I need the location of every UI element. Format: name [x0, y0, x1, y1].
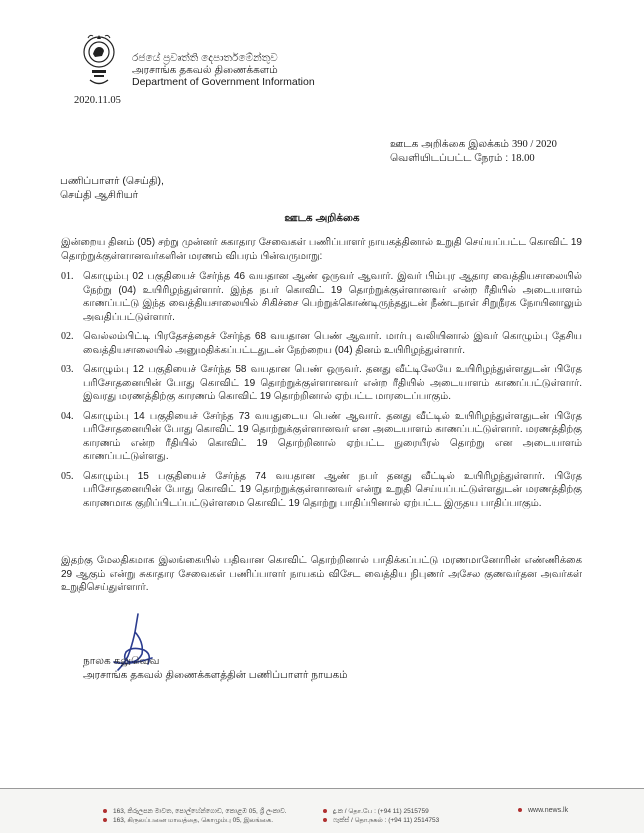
bullet-icon	[103, 809, 107, 813]
list-item	[61, 470, 582, 511]
release-number: 390 / 2020	[511, 139, 557, 150]
list-item	[61, 363, 582, 404]
release-number-label: ஊடக அறிக்கை இலக்கம்	[390, 138, 510, 150]
signatory	[83, 655, 348, 682]
footer-fax: ෆැක්ස් / தொ.நகல் : (+94 11) 2514753	[333, 817, 440, 824]
closing-paragraph: இதற்கு மேலதிகமாக இலங்கையில் பதிவான கொவிட் தொற்றினால் பாதிக்கப்பட்டு மரணமானோரின் எண்ணிக்கை 29 ஆகும் என்று சுகாதார சேவைகள் பணிப்பாளர் நாயகம் விசேட வைத்திய நிபுணர் அசேல குணவர்தன அவர்கள் உறுதிசெய்துள்ளார்.	[61, 555, 582, 593]
list-item-number: 03.	[61, 364, 74, 375]
list-item-text: வெல்லம்பிட்டி பிரதேசத்தைச் சேர்ந்த 68 வயதான பெண் ஆவார். மார்பு வலியினால் இவர் கொழும்பு தேசிய வைத்தியசாலையில் அனுமதிக்கப்பட்டதுடன் நேற்றைய (04) தினம் உயிரிழந்துள்ளார்.	[83, 331, 582, 356]
addressee-line-2: செய்தி ஆசிரியர்	[60, 188, 139, 201]
list-item	[61, 330, 582, 357]
bullet-icon	[103, 818, 107, 822]
release-time-label: வெளியிடப்பட்ட நேரம் :	[390, 151, 509, 164]
signatory-title: அரசாங்க தகவல் திணைக்களத்தின் பணிப்பாளர் நாயகம்	[83, 668, 348, 681]
intro-paragraph: இன்றைய தினம் (05) சற்று முன்னர் சுகாதார சேவைகள் பணிப்பாளர் நாயகத்தினால் உறுதி செய்யப்பட்ட கொவிட் 19 தொற்றுக்குள்ளானவர்களின் மரணம் விபரம் பின்வருமாறு:	[61, 237, 582, 262]
org-name-sinhala: රජයේ ප්‍රවෘත්ති දෙපාර්තමේන්තුව	[132, 52, 278, 64]
signatory-name: நாலக கலுவெவ	[83, 655, 160, 667]
release-time-line	[390, 152, 557, 166]
list-item	[61, 270, 582, 324]
footer-contacts	[323, 807, 439, 825]
document-title: ஊடக அறிக்கை	[284, 212, 360, 224]
footer-website: www.news.lk	[528, 807, 569, 814]
footer-website-link[interactable]	[518, 807, 568, 814]
phone-icon	[323, 809, 327, 813]
list-item-text: கொழும்பு 15 பகுதியைச் சேர்ந்த 74 வயதான ஆண் நபர் தனது வீட்டில் உயிரிழந்துள்ளார். பிரேத பரிசோதனையின் போது கொவிட் 19 தொற்றுக்குள்ளானவர் என்று உறுதி செய்யப்பட்டுள்ளதுடன் மரணத்திற்கு காரணமாக குறிப்பிடப்பட்டுள்ளமை கொவிட் 19 தொற்று பாதிப்பினால் ஏற்பட்ட இருதய பாதிப்பாகும்.	[83, 470, 582, 509]
release-number-line	[390, 138, 557, 152]
list-item-number: 04.	[61, 410, 74, 422]
list-item-text: கொழும்பு 02 பகுதியைச் சேர்ந்த 46 வயதான ஆண் ஒருவர் ஆவார். இவர் பிம்புர ஆதார வைத்தியசாலையில் நேற்று (04) உயிரிழந்துள்ளார். இந்த நபர் கொவிட் 19 தொற்றுக்குள்ளானவர் என்ற ரீதியில் அடையாளம் காணப்பட்டு இந்த வைத்தியசாலையில் சிகிச்சை பெற்றுக்கொண்டிருந்ததுடன் நீண்டநாள் சிறுநீரக நோயினாலும் அவதிப்பட்டுள்ளார்.	[83, 271, 582, 323]
footer-address	[103, 807, 287, 825]
list-item	[61, 410, 582, 464]
organization-name	[132, 52, 315, 88]
fax-icon	[323, 818, 327, 822]
list-item-number: 01.	[61, 271, 74, 282]
list-item-text: கொழும்பு 12 பகுதியைச் சேர்ந்த 58 வயதான பெண் ஒருவர். தனது வீட்டிலேயே உயிரிழந்துள்ளதுடன் பிரேத பரிசோதனையின் போது கொவிட் 19 தொற்றுக்குள்ளானவர் என்ற ரீதியில் அடையாளம் காணப்பட்டுள்ளார். இவரது மரணத்திற்கு காரணம் கொவிட் 19 தொற்றினால் ஏற்பட்ட மாரடைப்பாகும்.	[83, 364, 582, 402]
document-date: 2020.11.05	[74, 95, 121, 106]
case-list	[61, 270, 582, 516]
list-item-text: கொழும்பு 14 பகுதியைச் சேர்ந்த 73 வயதுடைய பெண் ஆவார். தனது வீட்டில் உயிரிழந்துள்ளதுடன் பிரேத பரிசோதனையின் போது கொவிட் 19 தொற்றுக்குள்ளானவர் என அடையாளம் காணப்பட்டுள்ளார். மரணத்திற்கு காரணம் என்ற ரீதியில் கொவிட் 19 தொற்றினால் ஏற்பட்ட நுரையீரல் தொற்று என அடையாளம் காணப்பட்டுள்ளது.	[83, 410, 582, 462]
globe-icon	[518, 808, 522, 812]
government-emblem-icon	[80, 30, 118, 90]
org-name-tamil: அரசாங்க தகவல் திணைக்களம்	[132, 64, 278, 76]
list-item-number: 02.	[61, 331, 74, 342]
release-time: 18.00	[511, 152, 535, 164]
list-item-number: 05.	[61, 470, 74, 482]
footer-address-line-2: 163, கிருலப்பனை மாவத்தை, கொழும்பு 05, இலங்கை.	[113, 817, 274, 824]
footer-address-line-1: 163, කිරුලපන මාවත, පොල්හේන්ගොඩ, කොළඹ 05, ශ්‍රී ලංකාව.	[113, 808, 287, 815]
footer-phone: දු.ක / தொ.பே : (+94 11) 2515759	[333, 808, 429, 815]
release-info	[390, 138, 557, 165]
addressee	[60, 175, 164, 202]
addressee-line-1: பணிப்பாளர் (செய்தி),	[60, 175, 164, 187]
org-name-english: Department of Government Information	[132, 76, 315, 88]
